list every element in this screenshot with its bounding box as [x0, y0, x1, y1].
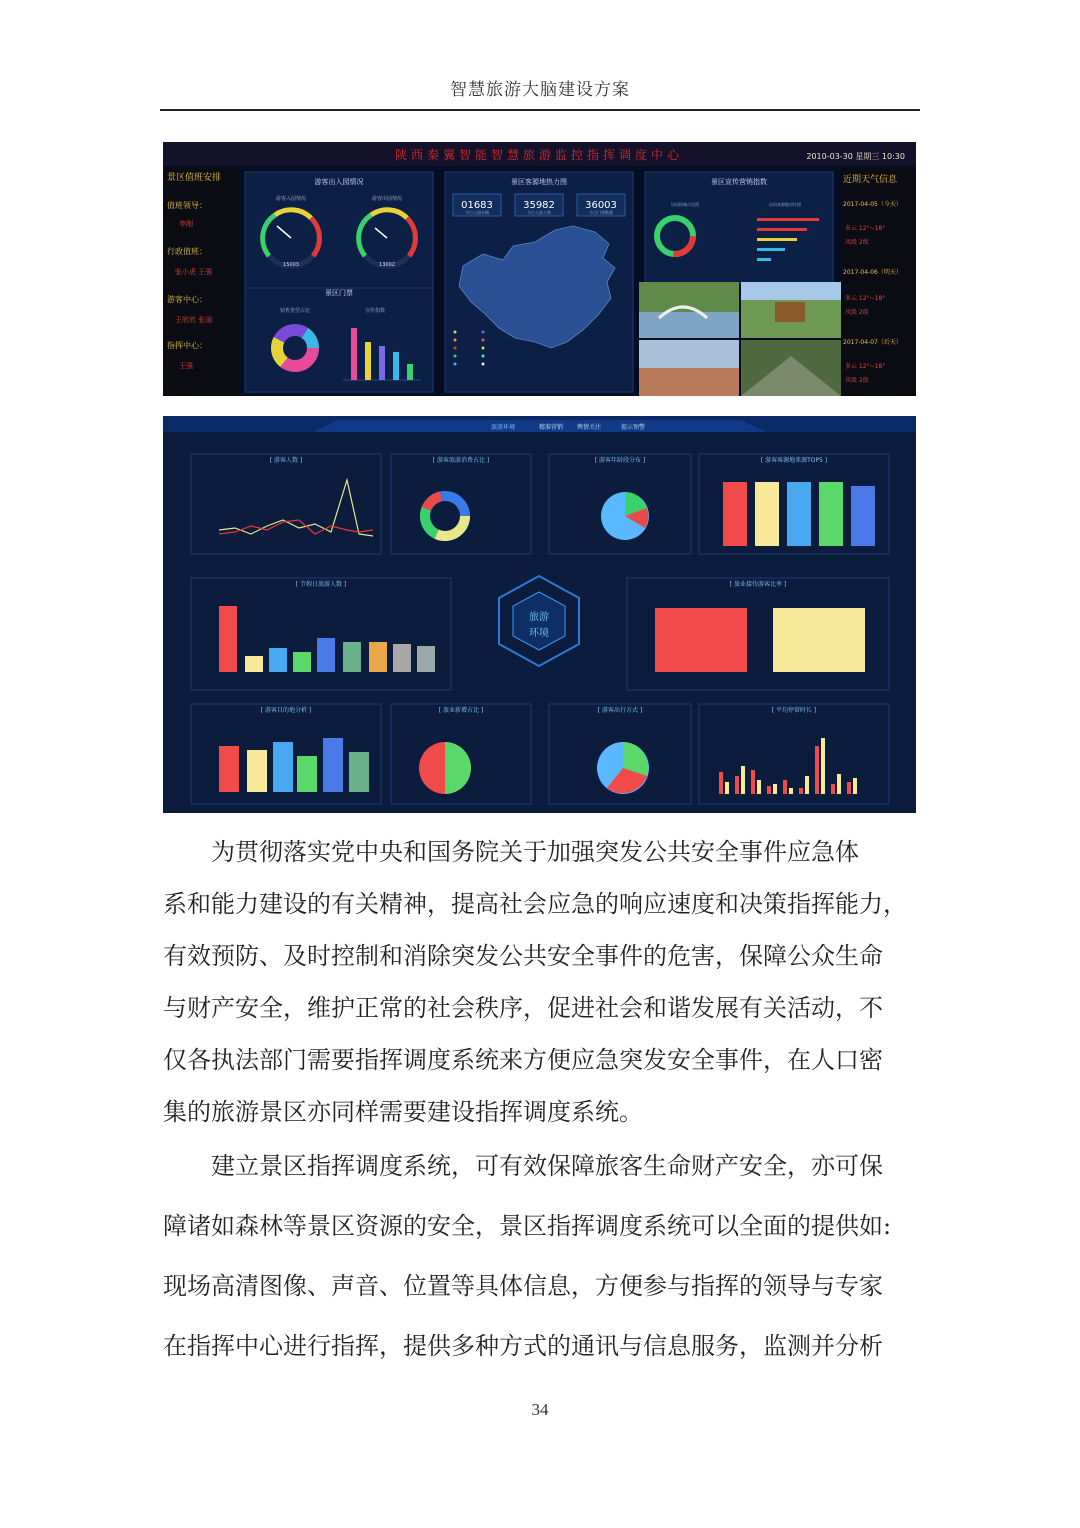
counter-2-label: 今日入园人数 — [527, 210, 551, 215]
paragraph-2-line-1: 建立景区指挥调度系统，可有效保障旅客生命财产安全，亦可保 — [211, 1152, 883, 1180]
marketing-left-label: 访问终端占比图 — [671, 202, 699, 207]
tickets-pie-label: 销售类型占比 — [279, 308, 311, 314]
weather-wind-3: 风级 2级 — [845, 377, 869, 384]
gauge-right-label: 游客出园情况 — [371, 196, 403, 202]
duty-label-2: 行政值班： — [167, 247, 207, 256]
paragraph-1-line-1: 为贯彻落实党中央和国务院关于加强突发公共安全事件应急体 — [211, 838, 859, 866]
weather-date-2: 2017-04-06（明天） — [843, 269, 902, 276]
page-number: 34 — [531, 1400, 549, 1419]
gauge-left-value: 15003 — [283, 262, 299, 268]
paragraph-1 — [163, 826, 923, 1138]
weather-cond-3: 多云 12°~18° — [845, 363, 886, 370]
weather-cond-1: 多云 12°~18° — [845, 225, 886, 232]
panel-stay-title: [ 平均停留时长 ] — [771, 707, 817, 714]
marketing-title: 景区宣传营销指数 — [711, 178, 767, 186]
dashboard-screenshot-1 — [163, 142, 916, 396]
weather-wind-1: 风级 2级 — [845, 239, 869, 246]
gauges-title: 游客出入园情况 — [314, 178, 364, 186]
running-header: 智慧旅游大脑建设方案 — [450, 80, 630, 100]
tab-3: 舆情关注 — [576, 424, 602, 431]
paragraph-2-line-2: 障诸如森林等景区资源的安全，景区指挥调度系统可以全面的提供如: — [163, 1212, 892, 1240]
panel-source-title: [ 游客客源地来源TOP5 ] — [760, 457, 828, 464]
weather-date-3: 2017-04-07（后天） — [843, 339, 902, 346]
marketing-right-label: 访问来源地对比图 — [769, 202, 801, 207]
tab-4: 提示预警 — [620, 424, 646, 431]
panel-travel-title: [ 游客出行方式 ] — [597, 707, 643, 714]
paragraph-1-line-6: 集的旅游景区亦同样需要建设指挥调度系统。 — [163, 1098, 643, 1126]
paragraph-2-line-4: 在指挥中心进行指挥，提供多种方式的通讯与信息服务，监测并分析 — [163, 1332, 883, 1360]
duty-label-4: 指挥中心： — [167, 341, 207, 350]
center-label-1: 旅游 — [529, 612, 549, 623]
source-bars — [723, 482, 875, 546]
duty-value-3: 王欣欣 张丽 — [175, 316, 213, 324]
banner-title: 陕西秦翼智能智慧旅游监控指挥调度中心 — [394, 148, 684, 162]
dashboard-2-canvas — [163, 416, 916, 813]
duty-label-1: 值班领导： — [167, 201, 207, 210]
panel-visitors-title: [ 游客人数 ] — [269, 457, 303, 464]
counter-1-value: 01683 — [461, 200, 493, 211]
paragraph-1-line-3: 有效预防、及时控制和消除突发公共安全事件的危害，保障公众生命 — [163, 942, 883, 970]
counter-1-label: 今日入园车辆 — [465, 210, 489, 215]
tickets-title: 景区门票 — [325, 289, 353, 297]
weather-cond-2: 多云 12°~18° — [845, 295, 886, 302]
panel-satisfaction-title: [ 旅业接待游客比率 ] — [729, 581, 787, 588]
counter-2-value: 35982 — [523, 200, 555, 211]
heatmap-title: 景区客源地热力图 — [511, 178, 567, 186]
tab-1: 旅游环境 — [490, 424, 516, 431]
weather-date-1: 2017-04-05（今天） — [843, 201, 902, 208]
duty-value-2: 张小虎 王强 — [175, 268, 213, 276]
duty-title: 景区值班安排 — [167, 173, 222, 183]
panel-consume-title: [ 游客旅游消费占比 ] — [432, 457, 490, 464]
counter-3-label: 今日门票数量 — [589, 210, 613, 215]
paragraph-2 — [163, 1136, 923, 1376]
age-pie — [601, 492, 649, 540]
panel-purpose-title: [ 游客目的地分析 ] — [260, 707, 312, 714]
header-rule — [160, 109, 920, 111]
paragraph-1-line-2: 系和能力建设的有关精神，提高社会应急的响应速度和决策指挥能力， — [163, 890, 907, 918]
counter-3-value: 36003 — [585, 200, 617, 211]
dashboard-screenshot-2 — [163, 416, 916, 813]
gauge-right-value: 13002 — [379, 262, 395, 268]
paragraph-1-line-5: 仅各执法部门需要指挥调度系统来方便应急突发安全事件，在人口密 — [163, 1046, 883, 1074]
panel-age-title: [ 游客年龄段分布 ] — [594, 457, 646, 464]
dashboard-1-canvas — [163, 142, 916, 396]
gauge-left-label: 游客入园情况 — [275, 196, 307, 202]
growth-pie — [419, 742, 471, 794]
paragraph-2-line-3: 现场高清图像、声音、位置等具体信息，方便参与指挥的领导与专家 — [163, 1272, 883, 1300]
tab-2: 精准营销 — [538, 424, 564, 431]
duty-label-3: 游客中心： — [167, 295, 207, 304]
panel-growth-title: [ 旅业新增占比 ] — [438, 707, 484, 714]
center-label-2: 环境 — [529, 628, 549, 639]
duty-value-1: 李刚 — [179, 220, 193, 228]
weather-wind-2: 风级 2级 — [845, 309, 869, 316]
tickets-bar-label: 宣传指数 — [364, 308, 386, 314]
travel-pie — [597, 742, 649, 794]
paragraph-1-line-4: 与财产安全，维护正常的社会秩序，促进社会和谐发展有关活动，不 — [163, 994, 883, 1022]
weather-title: 近期天气信息 — [843, 175, 898, 185]
duty-value-4: 王强 — [179, 362, 193, 370]
banner-datetime: 2010-03-30 星期三 10:30 — [806, 152, 905, 161]
panel-holiday-title: [ 节假日旅游人数 ] — [295, 581, 347, 588]
